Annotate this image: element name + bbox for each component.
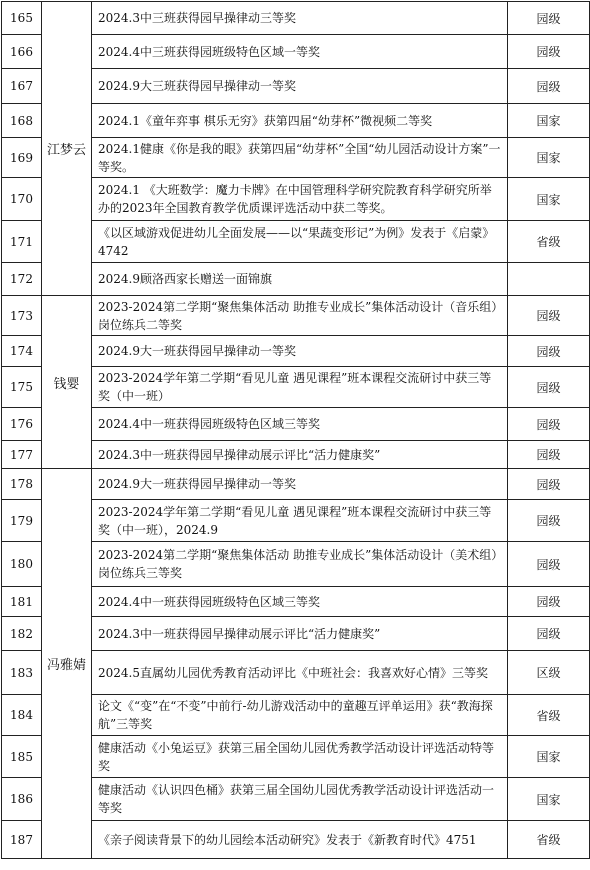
award-description: 2023-2024学年第二学期“看见儿童 遇见课程”班本课程交流研讨中获三等奖（中一班），2024.9 <box>92 500 508 542</box>
award-level: 园级 <box>508 469 590 500</box>
award-level <box>508 263 590 296</box>
award-description: 2024.9大一班获得园早操律动一等奖 <box>92 336 508 367</box>
award-level: 园级 <box>508 587 590 617</box>
row-number: 176 <box>2 408 42 441</box>
award-level: 园级 <box>508 441 590 469</box>
row-number: 179 <box>2 500 42 542</box>
awards-table <box>1 1 590 859</box>
award-description: 健康活动《小兔运豆》获第三届全国幼儿园优秀教学活动设计评选活动特等奖 <box>92 736 508 778</box>
award-level: 园级 <box>508 542 590 587</box>
award-level: 园级 <box>508 296 590 336</box>
row-number: 175 <box>2 367 42 408</box>
row-number: 178 <box>2 469 42 500</box>
table-row <box>2 469 590 500</box>
row-number: 165 <box>2 2 42 35</box>
award-level: 园级 <box>508 69 590 104</box>
award-level: 园级 <box>508 35 590 69</box>
award-description: 2024.3中一班获得园早操律动展示评比“活力健康奖” <box>92 441 508 469</box>
award-level: 园级 <box>508 367 590 408</box>
teacher-name: 钱婴 <box>42 296 92 469</box>
award-level: 国家 <box>508 104 590 138</box>
award-description: 2024.3中三班获得园早操律动三等奖 <box>92 2 508 35</box>
award-level: 国家 <box>508 778 590 821</box>
award-level: 国家 <box>508 178 590 221</box>
row-number: 167 <box>2 69 42 104</box>
award-description: 2024.9顾洛西家长赠送一面锦旗 <box>92 263 508 296</box>
award-level: 园级 <box>508 408 590 441</box>
teacher-name: 冯雅婧 <box>42 469 92 859</box>
row-number: 180 <box>2 542 42 587</box>
row-number: 174 <box>2 336 42 367</box>
award-description: 2024.4中一班获得园班级特色区域三等奖 <box>92 587 508 617</box>
row-number: 181 <box>2 587 42 617</box>
table-row <box>2 2 590 35</box>
award-description: 2023-2024学年第二学期“看见儿童 遇见课程”班本课程交流研讨中获三等奖（中一班） <box>92 367 508 408</box>
award-description: 2024.9大一班获得园早操律动一等奖 <box>92 469 508 500</box>
award-level: 园级 <box>508 2 590 35</box>
row-number: 171 <box>2 221 42 263</box>
award-level: 省级 <box>508 695 590 736</box>
award-level: 省级 <box>508 821 590 859</box>
award-level: 园级 <box>508 500 590 542</box>
row-number: 173 <box>2 296 42 336</box>
row-number: 182 <box>2 617 42 651</box>
row-number: 166 <box>2 35 42 69</box>
row-number: 183 <box>2 651 42 695</box>
award-description: 2024.1健康《你是我的眼》获第四届“幼芽杯”全国“幼儿园活动设计方案”一等奖。 <box>92 138 508 178</box>
award-description: 2024.4中三班获得园班级特色区域一等奖 <box>92 35 508 69</box>
row-number: 187 <box>2 821 42 859</box>
award-description: 2024.3中一班获得园早操律动展示评比“活力健康奖” <box>92 617 508 651</box>
award-description: 2024.1 《大班数学：魔力卡牌》在中国管理科学研究院教育科学研究所举办的2023年全国教育教学优质课评选活动中获二等奖。 <box>92 178 508 221</box>
row-number: 186 <box>2 778 42 821</box>
table-row <box>2 296 590 336</box>
teacher-name: 江梦云 <box>42 2 92 296</box>
award-description: 《以区域游戏促进幼儿全面发展——以“果蔬变形记”为例》发表于《启蒙》4742 <box>92 221 508 263</box>
award-description: 2023-2024第二学期“聚焦集体活动 助推专业成长”集体活动设计（音乐组）岗位练兵二等奖 <box>92 296 508 336</box>
row-number: 168 <box>2 104 42 138</box>
row-number: 169 <box>2 138 42 178</box>
award-description: 2024.5直属幼儿园优秀教育活动评比《中班社会：我喜欢好心情》三等奖 <box>92 651 508 695</box>
award-description: 论文《“变”在“不变”中前行-幼儿游戏活动中的童趣互评单运用》获“教海探航”三等奖 <box>92 695 508 736</box>
award-description: 2024.4中一班获得园班级特色区域三等奖 <box>92 408 508 441</box>
row-number: 177 <box>2 441 42 469</box>
award-level: 省级 <box>508 221 590 263</box>
award-description: 健康活动《认识四色桶》获第三届全国幼儿园优秀教学活动设计评选活动一等奖 <box>92 778 508 821</box>
award-description: 2024.9大三班获得园早操律动一等奖 <box>92 69 508 104</box>
award-description: 2024.1《童年弈事 棋乐无穷》获第四届“幼芽杯”微视频二等奖 <box>92 104 508 138</box>
row-number: 172 <box>2 263 42 296</box>
award-level: 园级 <box>508 617 590 651</box>
award-level: 区级 <box>508 651 590 695</box>
award-level: 国家 <box>508 138 590 178</box>
row-number: 184 <box>2 695 42 736</box>
award-level: 园级 <box>508 336 590 367</box>
award-description: 《亲子阅读背景下的幼儿园绘本活动研究》发表于《新教育时代》4751 <box>92 821 508 859</box>
row-number: 170 <box>2 178 42 221</box>
award-description: 2023-2024第二学期“聚焦集体活动 助推专业成长”集体活动设计（美术组）岗位练兵三等奖 <box>92 542 508 587</box>
row-number: 185 <box>2 736 42 778</box>
award-level: 国家 <box>508 736 590 778</box>
